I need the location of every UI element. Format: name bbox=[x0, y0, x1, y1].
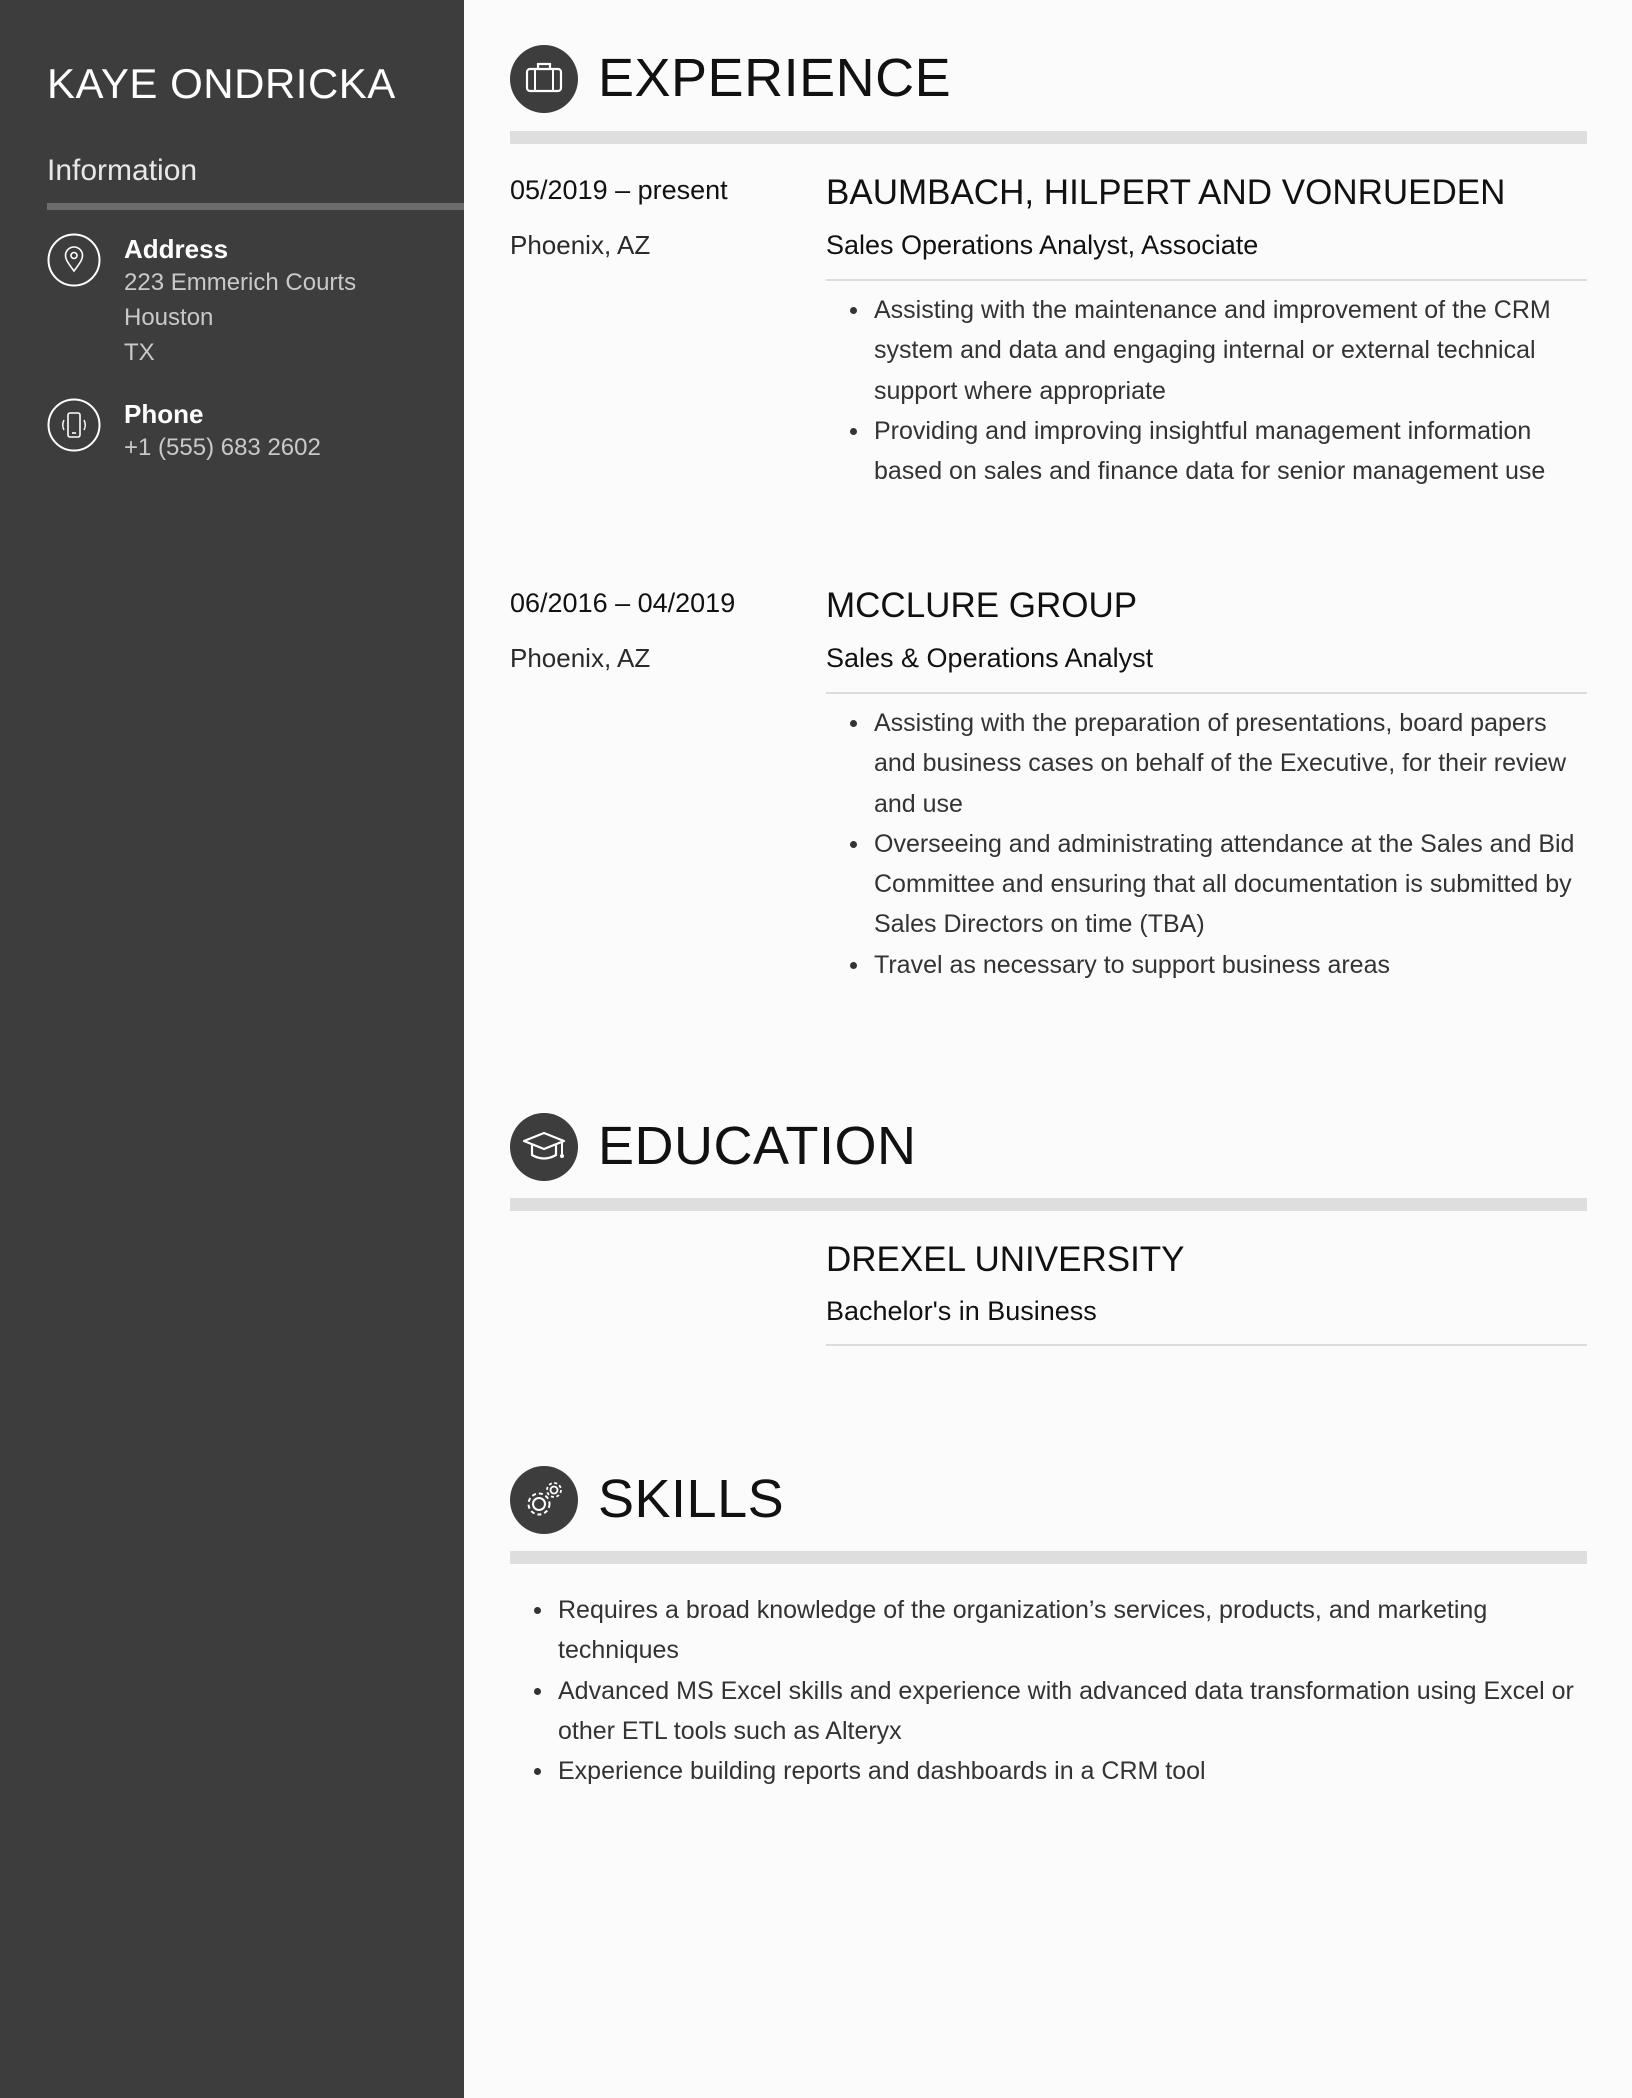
job-divider bbox=[826, 692, 1587, 694]
list-item: Assisting with the maintenance and improvement of the CRM system and data and engaging internal or external technical support where appropriate bbox=[874, 290, 1587, 411]
phone-number: +1 (555) 683 2602 bbox=[124, 434, 321, 461]
candidate-name: KAYE ONDRICKA bbox=[47, 60, 396, 107]
graduation-cap-icon bbox=[510, 1113, 578, 1181]
list-item: Travel as necessary to support business areas bbox=[874, 945, 1587, 985]
sidebar bbox=[0, 0, 464, 2098]
gears-icon bbox=[510, 1466, 578, 1534]
information-heading: Information bbox=[47, 154, 198, 187]
job-company: BAUMBACH, HILPERT AND VONRUEDEN bbox=[826, 173, 1506, 212]
list-item: Providing and improving insightful management information based on sales and finance data for senior management use bbox=[874, 411, 1587, 492]
education-school: DREXEL UNIVERSITY bbox=[826, 1240, 1185, 1279]
section-divider bbox=[510, 1551, 1587, 1564]
job-bullets bbox=[826, 290, 1587, 491]
skills-list bbox=[510, 1590, 1588, 1791]
list-item: Assisting with the preparation of presentations, board papers and business cases on behalf of the Executive, for their review and use bbox=[874, 703, 1587, 824]
information-divider bbox=[47, 203, 464, 210]
job-company: MCCLURE GROUP bbox=[826, 586, 1138, 625]
job-dates: 05/2019 – present bbox=[510, 175, 728, 205]
address-line: 223 Emmerich Courts bbox=[124, 269, 357, 296]
section-title: EXPERIENCE bbox=[598, 48, 952, 108]
job-location: Phoenix, AZ bbox=[510, 230, 651, 260]
job-title: Sales & Operations Analyst bbox=[826, 643, 1154, 673]
job-location: Phoenix, AZ bbox=[510, 643, 651, 673]
phone-icon bbox=[47, 398, 101, 452]
briefcase-icon bbox=[510, 45, 578, 113]
job-title: Sales Operations Analyst, Associate bbox=[826, 230, 1259, 260]
section-divider bbox=[510, 131, 1587, 144]
education-divider bbox=[826, 1344, 1587, 1346]
section-title: SKILLS bbox=[598, 1469, 785, 1529]
section-title: EDUCATION bbox=[598, 1116, 917, 1176]
address-line: Houston bbox=[124, 304, 214, 331]
phone-label: Phone bbox=[124, 399, 204, 429]
list-item: Advanced MS Excel skills and experience with advanced data transformation using Excel or other ETL tools such as Alteryx bbox=[558, 1671, 1588, 1752]
address-label: Address bbox=[124, 234, 229, 264]
list-item: Overseeing and administrating attendance at the Sales and Bid Committee and ensuring that all documentation is submitted by Sales Directors on time (TBA) bbox=[874, 824, 1587, 945]
job-bullets bbox=[826, 703, 1587, 985]
job-dates: 06/2016 – 04/2019 bbox=[510, 588, 736, 618]
address-line: TX bbox=[124, 339, 155, 366]
list-item: Experience building reports and dashboards in a CRM tool bbox=[558, 1751, 1588, 1791]
job-divider bbox=[826, 279, 1587, 281]
section-divider bbox=[510, 1198, 1587, 1211]
list-item: Requires a broad knowledge of the organization’s services, products, and marketing techniques bbox=[558, 1590, 1588, 1671]
map-pin-icon bbox=[47, 233, 101, 287]
education-degree: Bachelor's in Business bbox=[826, 1296, 1097, 1326]
